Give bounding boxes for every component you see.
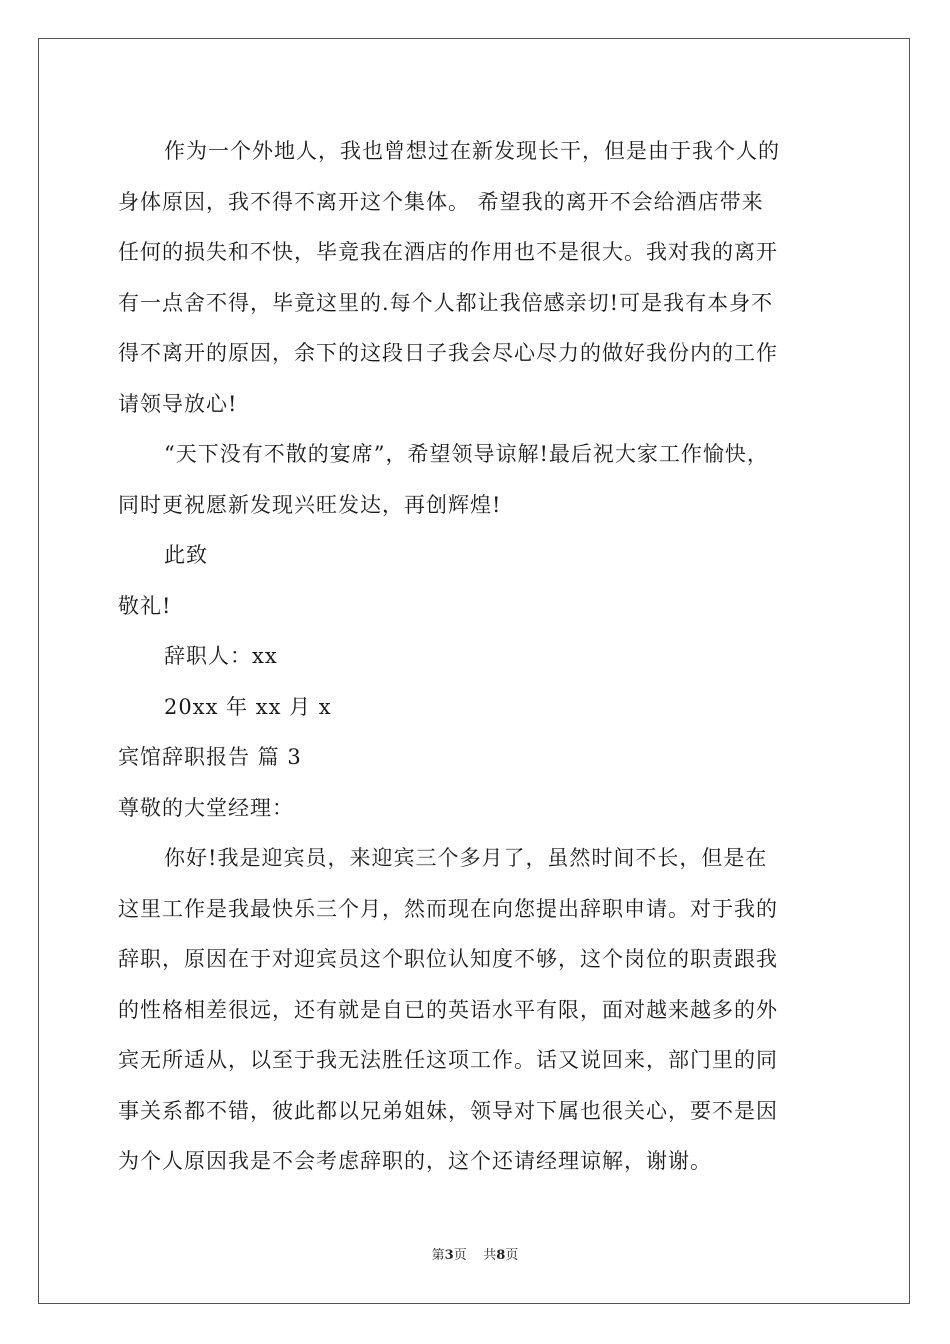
paragraph-line: 任何的损失和不快，毕竟我在酒店的作用也不是很大。我对我的离开 — [118, 240, 778, 264]
page-footer — [0, 1244, 950, 1263]
page-suffix: 页 — [453, 1248, 467, 1263]
paragraph-line: 你好!我是迎宾员，来迎宾三个多月了，虽然时间不长，但是在 — [164, 846, 768, 870]
signature-date: 20xx 年 xx 月 x — [164, 694, 332, 719]
paragraph-line: 请领导放心! — [118, 391, 238, 416]
closing-salutation: 此致 — [164, 543, 208, 567]
paragraph-line: “天下没有不散的宴席”，希望领导谅解!最后祝大家工作愉快， — [164, 442, 769, 466]
paragraph-line: 为个人原因我是不会考虑辞职的，这个还请经理谅解，谢谢。 — [118, 1149, 712, 1173]
paragraph-line: 宾无所适从，以至于我无法胜任这项工作。话又说回来，部门里的同 — [118, 1048, 778, 1072]
paragraph-line: 同时更祝愿新发现兴旺发达，再创辉煌! — [118, 492, 502, 517]
paragraph-line: 得不离开的原因，余下的这段日子我会尽心尽力的做好我份内的工作 — [118, 341, 778, 365]
page-number: 3 — [444, 1248, 454, 1263]
page-prefix: 第 — [431, 1248, 445, 1263]
paragraph-line: 的性格相差很远，还有就是自已的英语水平有限，面对越来越多的外 — [118, 997, 778, 1022]
letter-salutation: 尊敬的大堂经理： — [118, 795, 294, 820]
total-prefix: 共 — [483, 1248, 497, 1263]
paragraph-line: 身体原因，我不得不离开这个集体。 希望我的离开不会给酒店带来 — [118, 189, 764, 214]
paragraph-line: 这里工作是我最快乐三个月，然而现在向您提出辞职申请。对于我的 — [118, 896, 778, 921]
paragraph-line: 事关系都不错，彼此都以兄弟姐妹，领导对下属也很关心，要不是因 — [118, 1098, 778, 1123]
total-suffix: 页 — [505, 1248, 519, 1263]
total-pages: 8 — [496, 1248, 506, 1263]
paragraph-line: 作为一个外地人，我也曾想过在新发现长干，但是由于我个人的 — [164, 139, 780, 163]
paragraph-line: 辞职，原因在于对迎宾员这个职位认知度不够，这个岗位的职责跟我 — [118, 947, 778, 971]
paragraph-line: 有一点舍不得，毕竟这里的.每个人都让我倍感亲切!可是我有本身不 — [118, 290, 774, 315]
section-heading: 宾馆辞职报告 篇 3 — [118, 745, 302, 769]
document-body — [118, 126, 838, 1187]
signature-name: 辞职人：xx — [164, 644, 278, 668]
closing-regards: 敬礼! — [118, 593, 172, 618]
